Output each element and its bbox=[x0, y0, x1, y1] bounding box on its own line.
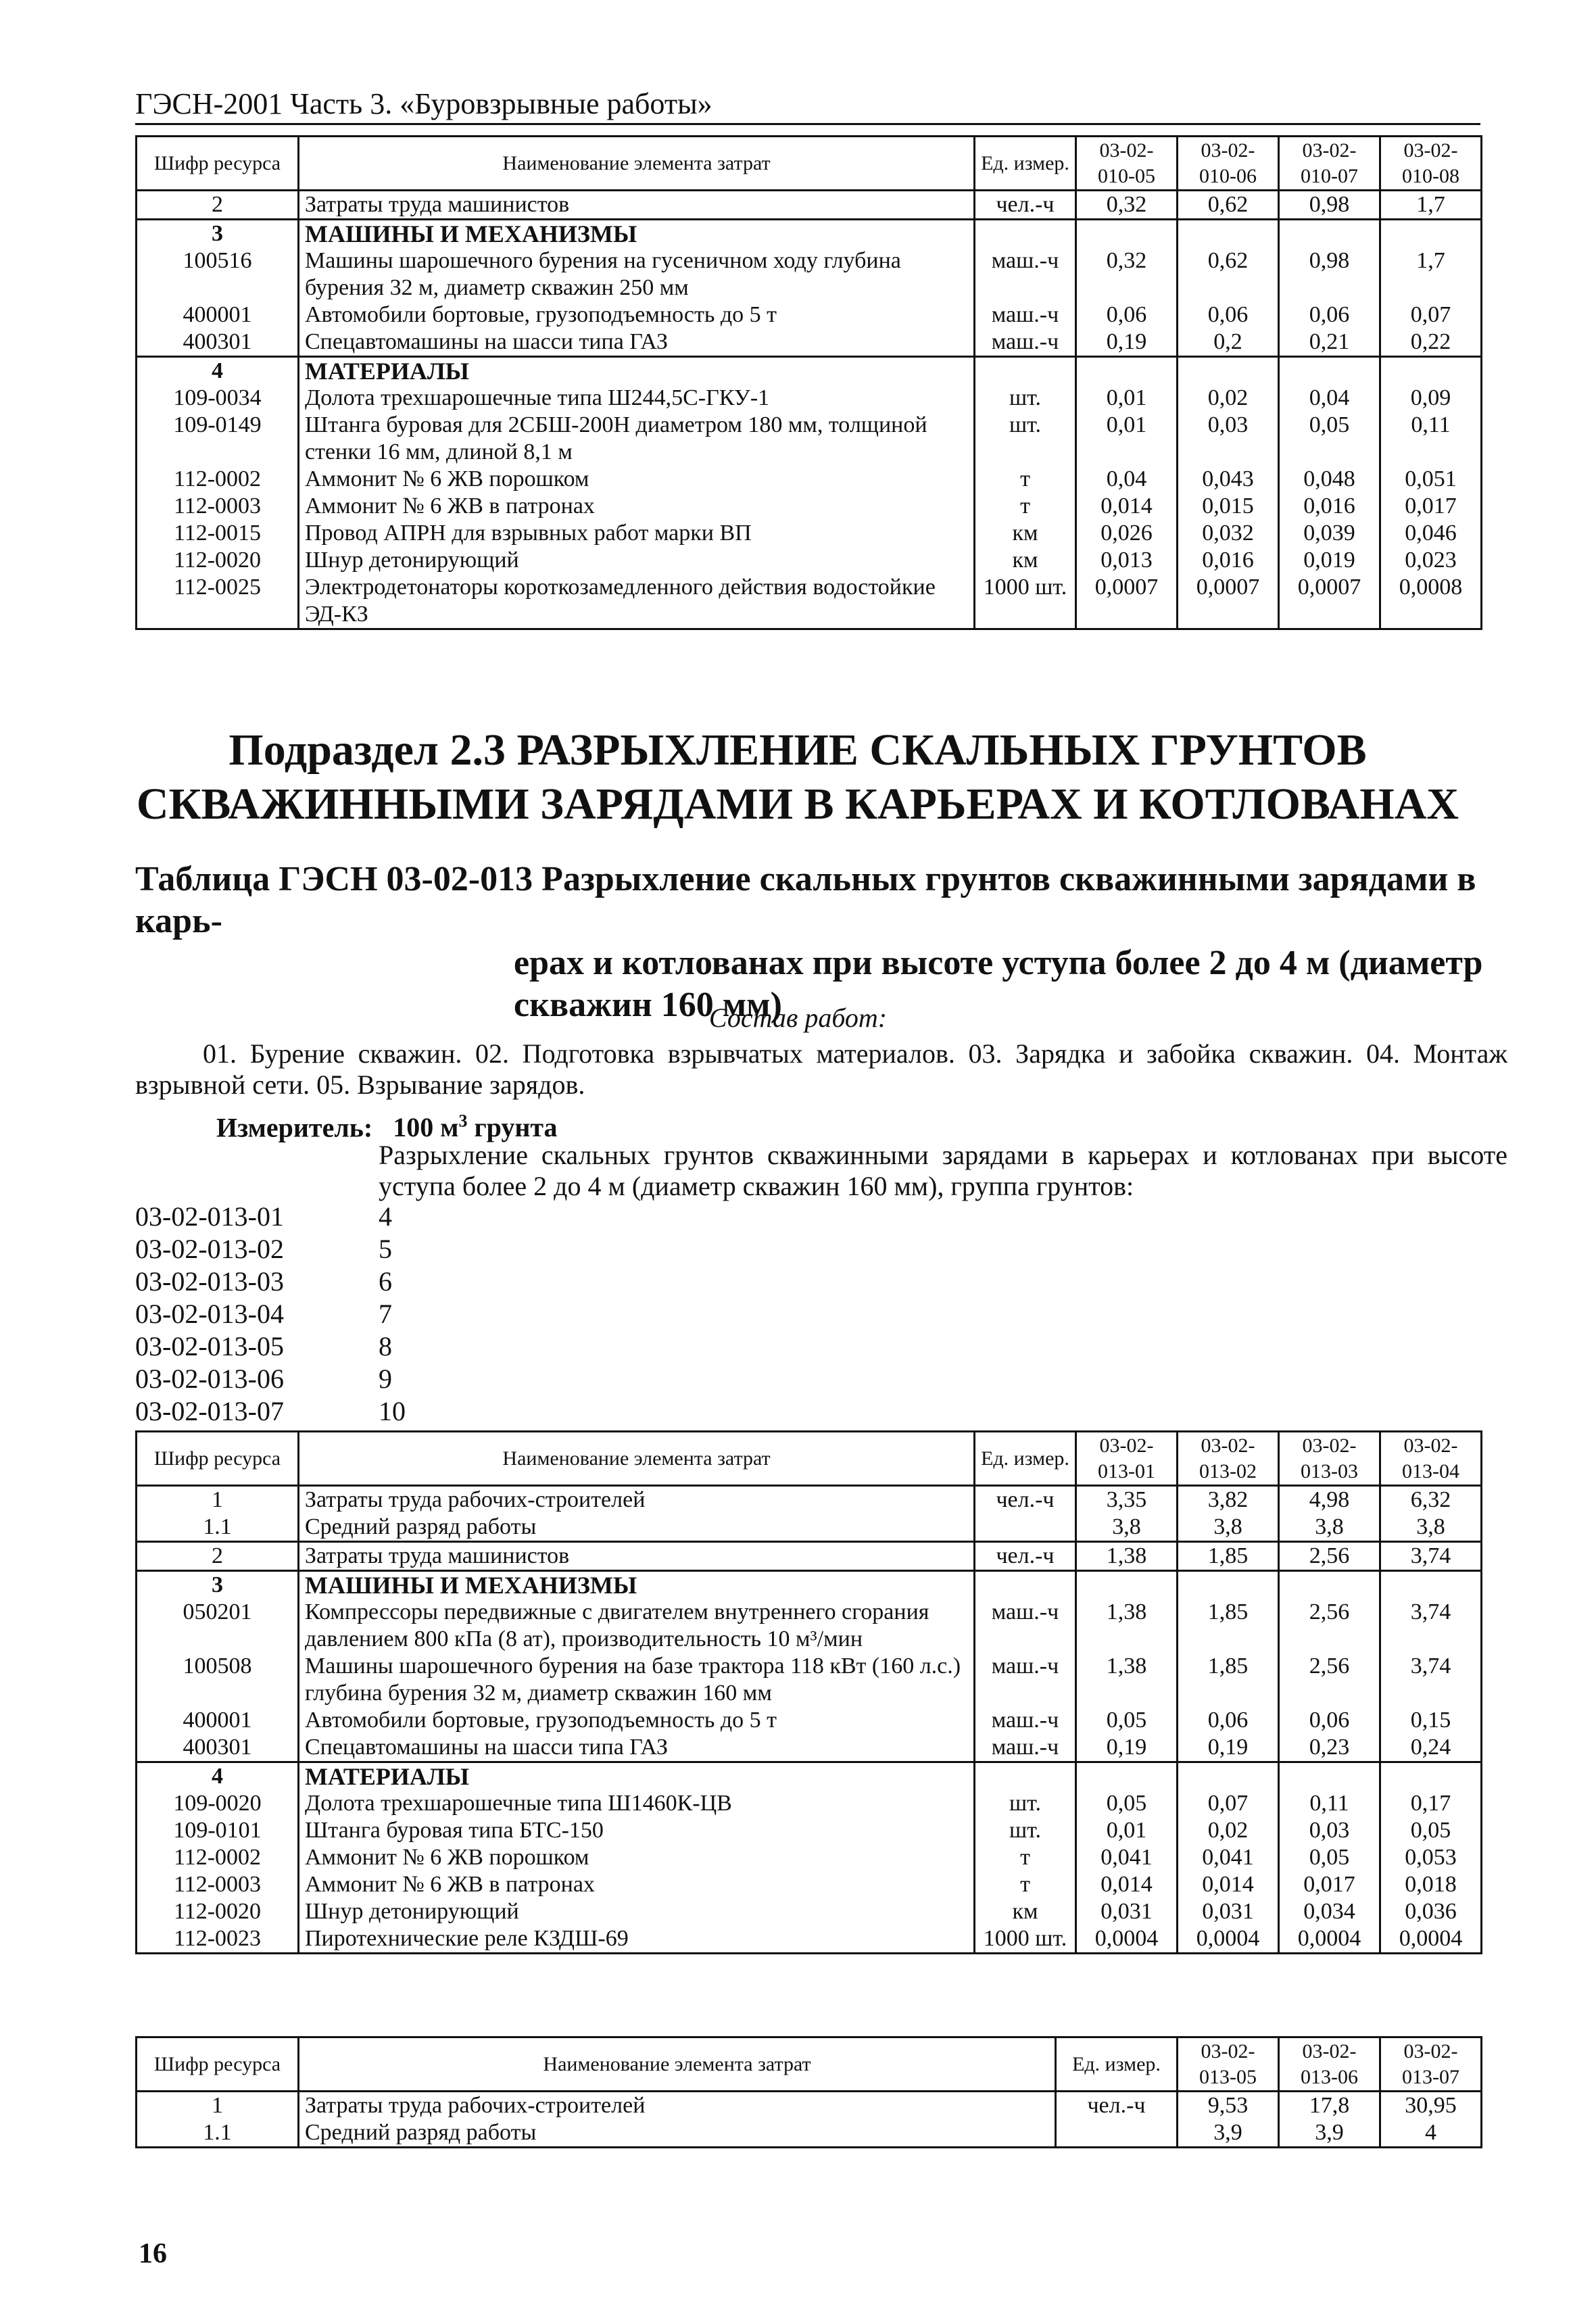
resource-name: Спецавтомашины на шасси типа ГАЗ bbox=[299, 329, 975, 357]
norm-value: 0,046 bbox=[1380, 520, 1482, 547]
resource-code: 109-0034 bbox=[137, 385, 299, 412]
resource-name: МАШИНЫ И МЕХАНИЗМЫ bbox=[299, 1571, 975, 1599]
resource-code: 112-0002 bbox=[137, 466, 299, 493]
resource-name: Средний разряд работы bbox=[299, 1514, 975, 1542]
col-header-code: Шифр ресурса bbox=[137, 2037, 299, 2092]
resource-name: Затраты труда машинистов bbox=[299, 1542, 975, 1571]
norm-value: 17,8 bbox=[1279, 2092, 1380, 2120]
resource-name: Аммонит № 6 ЖВ в патронах bbox=[299, 493, 975, 520]
table-row bbox=[137, 1542, 1482, 1571]
norm-value: 0,03 bbox=[1279, 1817, 1380, 1844]
norm-value: 0,017 bbox=[1279, 1871, 1380, 1898]
resource-name: Провод АПРН для взрывных работ марки ВП bbox=[299, 520, 975, 547]
table-row bbox=[137, 1898, 1482, 1925]
subsection-title: Подраздел 2.3 РАЗРЫХЛЕНИЕ СКАЛЬНЫХ ГРУНТОВ СКВАЖИННЫМИ ЗАРЯДАМИ В КАРЬЕРАХ И КОТЛОВАНАХ bbox=[136, 725, 1459, 829]
norm-value: 0,06 bbox=[1178, 301, 1279, 329]
resource-name: Шнур детонирующий bbox=[299, 1898, 975, 1925]
resource-code: 4 bbox=[137, 1762, 299, 1791]
norm-value bbox=[1380, 357, 1482, 385]
table-row bbox=[137, 466, 1482, 493]
norm-value: 2,56 bbox=[1279, 1599, 1380, 1653]
resource-code: 1.1 bbox=[137, 2119, 299, 2148]
norm-value: 3,8 bbox=[1178, 1514, 1279, 1542]
norm-value: 1,85 bbox=[1178, 1542, 1279, 1571]
norm-value: 0,013 bbox=[1076, 547, 1178, 574]
list-item: 03-02-013-04 7 bbox=[135, 1299, 392, 1329]
norm-value: 0,015 bbox=[1178, 493, 1279, 520]
col-header-name: Наименование элемента затрат bbox=[299, 137, 975, 191]
composition-label: Состав работ: bbox=[708, 1003, 888, 1033]
norm-value: 0,62 bbox=[1178, 191, 1279, 220]
resource-unit: т bbox=[975, 1871, 1076, 1898]
norm-value: 0,0007 bbox=[1178, 574, 1279, 629]
norm-value: 0,32 bbox=[1076, 247, 1178, 301]
norm-value: 0,05 bbox=[1076, 1790, 1178, 1817]
norm-value: 0,06 bbox=[1279, 1707, 1380, 1734]
norm-value: 0,19 bbox=[1178, 1734, 1279, 1762]
norm-value bbox=[1178, 220, 1279, 248]
resource-unit bbox=[1056, 2119, 1178, 2148]
section-row bbox=[137, 220, 1482, 248]
col-header-norm: 03-02-010-08 bbox=[1380, 137, 1482, 191]
resource-unit bbox=[975, 1514, 1076, 1542]
measure-unit: Измеритель: 100 $м^3$ грунта bbox=[216, 1111, 558, 1143]
norm-value: 1,38 bbox=[1076, 1542, 1178, 1571]
norm-value bbox=[1076, 220, 1178, 248]
list-item: 03-02-013-01 4 bbox=[135, 1201, 392, 1232]
table-row bbox=[137, 520, 1482, 547]
norm-value: 0,018 bbox=[1380, 1871, 1482, 1898]
table-row bbox=[137, 1734, 1482, 1762]
resource-unit: шт. bbox=[975, 385, 1076, 412]
norm-value: 0,0004 bbox=[1178, 1925, 1279, 1954]
norm-value: 3,74 bbox=[1380, 1653, 1482, 1707]
resource-code: 112-0025 bbox=[137, 574, 299, 629]
norm-value: 0,041 bbox=[1076, 1844, 1178, 1871]
col-header-norm: 03-02-010-05 bbox=[1076, 137, 1178, 191]
resource-unit bbox=[975, 1762, 1076, 1791]
resource-code: 112-0015 bbox=[137, 520, 299, 547]
running-header: ГЭСН-2001 Часть 3. «Буровзрывные работы» bbox=[135, 87, 712, 120]
resource-code: 4 bbox=[137, 357, 299, 385]
norm-value: 0,0007 bbox=[1076, 574, 1178, 629]
resource-name: МАТЕРИАЛЫ bbox=[299, 1762, 975, 1791]
resource-code: 112-0003 bbox=[137, 493, 299, 520]
norm-value: 0,039 bbox=[1279, 520, 1380, 547]
norm-value bbox=[1380, 1762, 1482, 1791]
norm-value: 0,053 bbox=[1380, 1844, 1482, 1871]
norm-value: 0,0004 bbox=[1279, 1925, 1380, 1954]
col-header-norm: 03-02-013-05 bbox=[1178, 2037, 1279, 2092]
norm-value bbox=[1178, 357, 1279, 385]
norm-value: 3,74 bbox=[1380, 1599, 1482, 1653]
norm-value: 0,026 bbox=[1076, 520, 1178, 547]
norm-value: 0,98 bbox=[1279, 191, 1380, 220]
norm-value: 0,031 bbox=[1178, 1898, 1279, 1925]
norm-value: 0,034 bbox=[1279, 1898, 1380, 1925]
resource-code: 1.1 bbox=[137, 1514, 299, 1542]
norm-value: 0,32 bbox=[1076, 191, 1178, 220]
norm-value: 0,06 bbox=[1178, 1707, 1279, 1734]
table-row bbox=[137, 301, 1482, 329]
resource-unit: маш.-ч bbox=[975, 1653, 1076, 1707]
resource-name: Затраты труда рабочих-строителей bbox=[299, 1486, 975, 1514]
norm-value: 3,8 bbox=[1279, 1514, 1380, 1542]
norm-value: 0,05 bbox=[1380, 1817, 1482, 1844]
resource-name: Машины шарошечного бурения на базе трактора 118 кВт (160 л.с.) глубина бурения 32 м, диаметр скважин 160 мм bbox=[299, 1653, 975, 1707]
norm-value: 0,01 bbox=[1076, 385, 1178, 412]
list-item: 03-02-013-06 9 bbox=[135, 1364, 392, 1394]
norm-value: 1,38 bbox=[1076, 1599, 1178, 1653]
resource-name: Затраты труда машинистов bbox=[299, 191, 975, 220]
table-row bbox=[137, 329, 1482, 357]
norm-value: 0,11 bbox=[1380, 412, 1482, 466]
table-row bbox=[137, 1486, 1482, 1514]
norm-value: 0,041 bbox=[1178, 1844, 1279, 1871]
norm-value: 0,04 bbox=[1279, 385, 1380, 412]
resource-table-013-a bbox=[135, 1430, 1482, 1954]
resource-code: 109-0101 bbox=[137, 1817, 299, 1844]
norm-value: 0,2 bbox=[1178, 329, 1279, 357]
norm-list bbox=[135, 1201, 406, 1428]
norm-value: 1,85 bbox=[1178, 1653, 1279, 1707]
norm-value: 0,01 bbox=[1076, 412, 1178, 466]
norm-value: 0,016 bbox=[1279, 493, 1380, 520]
resource-unit: маш.-ч bbox=[975, 301, 1076, 329]
table-row bbox=[137, 1844, 1482, 1871]
group-description: Разрыхление скальных грунтов скважинными зарядами в карьерах и котлованах при высоте уступа более 2 до 4 м (диаметр скважин 160 мм), группа грунтов: bbox=[379, 1140, 1507, 1201]
resource-name: Электродетонаторы короткозамедленного действия водостойкие ЭД-КЗ bbox=[299, 574, 975, 629]
norm-value: 3,9 bbox=[1178, 2119, 1279, 2148]
resource-name: Автомобили бортовые, грузоподъемность до 5 т bbox=[299, 1707, 975, 1734]
resource-name: Шнур детонирующий bbox=[299, 547, 975, 574]
norm-value: 1,85 bbox=[1178, 1599, 1279, 1653]
norm-value: 4,98 bbox=[1279, 1486, 1380, 1514]
norm-value: 0,0007 bbox=[1279, 574, 1380, 629]
norm-value bbox=[1178, 1571, 1279, 1599]
table-row bbox=[137, 1653, 1482, 1707]
table-row bbox=[137, 1871, 1482, 1898]
col-header-norm: 03-02-010-06 bbox=[1178, 137, 1279, 191]
norm-value: 0,11 bbox=[1279, 1790, 1380, 1817]
norm-value: 0,09 bbox=[1380, 385, 1482, 412]
resource-code: 112-0023 bbox=[137, 1925, 299, 1954]
resource-unit: чел.-ч bbox=[975, 191, 1076, 220]
norm-value: 0,036 bbox=[1380, 1898, 1482, 1925]
col-header-code: Шифр ресурса bbox=[137, 1432, 299, 1486]
resource-unit: маш.-ч bbox=[975, 1734, 1076, 1762]
table-row bbox=[137, 1925, 1482, 1954]
norm-value bbox=[1279, 357, 1380, 385]
resource-unit: чел.-ч bbox=[975, 1486, 1076, 1514]
norm-value: 0,048 bbox=[1279, 466, 1380, 493]
header-rule bbox=[135, 123, 1480, 125]
norm-value: 0,02 bbox=[1178, 385, 1279, 412]
norm-value: 0,0004 bbox=[1380, 1925, 1482, 1954]
measure-value: 100 м bbox=[393, 1112, 459, 1143]
resource-unit: маш.-ч bbox=[975, 247, 1076, 301]
resource-code: 112-0003 bbox=[137, 1871, 299, 1898]
norm-value: 0,15 bbox=[1380, 1707, 1482, 1734]
norm-value: 3,9 bbox=[1279, 2119, 1380, 2148]
resource-name: Аммонит № 6 ЖВ порошком bbox=[299, 1844, 975, 1871]
norm-value bbox=[1380, 220, 1482, 248]
resource-code: 050201 bbox=[137, 1599, 299, 1653]
norm-value: 0,04 bbox=[1076, 466, 1178, 493]
list-item: 03-02-013-02 5 bbox=[135, 1234, 392, 1264]
resource-code: 100516 bbox=[137, 247, 299, 301]
resource-name: Аммонит № 6 ЖВ в патронах bbox=[299, 1871, 975, 1898]
norm-value: 0,05 bbox=[1279, 412, 1380, 466]
resource-table-013-b bbox=[135, 2036, 1482, 2148]
resource-unit: маш.-ч bbox=[975, 329, 1076, 357]
list-item: 03-02-013-07 10 bbox=[135, 1396, 406, 1426]
section-row bbox=[137, 1571, 1482, 1599]
col-header-unit: Ед. измер. bbox=[975, 137, 1076, 191]
page-number: 16 bbox=[139, 2238, 167, 2269]
resource-name: МАТЕРИАЛЫ bbox=[299, 357, 975, 385]
norm-value bbox=[1279, 1571, 1380, 1599]
col-header-norm: 03-02-013-01 bbox=[1076, 1432, 1178, 1486]
norm-value bbox=[1076, 1762, 1178, 1791]
resource-code: 109-0020 bbox=[137, 1790, 299, 1817]
col-header-norm: 03-02-013-07 bbox=[1380, 2037, 1482, 2092]
table-row bbox=[137, 547, 1482, 574]
norm-value: 3,8 bbox=[1076, 1514, 1178, 1542]
norm-value: 0,23 bbox=[1279, 1734, 1380, 1762]
resource-name: Штанга буровая типа БТС-150 bbox=[299, 1817, 975, 1844]
norm-value: 4 bbox=[1380, 2119, 1482, 2148]
resource-name: Спецавтомашины на шасси типа ГАЗ bbox=[299, 1734, 975, 1762]
norm-value bbox=[1279, 1762, 1380, 1791]
resource-unit: шт. bbox=[975, 1790, 1076, 1817]
resource-unit: т bbox=[975, 1844, 1076, 1871]
norm-value: 0,05 bbox=[1279, 1844, 1380, 1871]
norm-value: 0,0004 bbox=[1076, 1925, 1178, 1954]
norm-value: 0,051 bbox=[1380, 466, 1482, 493]
resource-name: Долота трехшарошечные типа Ш244,5С-ГКУ-1 bbox=[299, 385, 975, 412]
resource-unit bbox=[975, 1571, 1076, 1599]
table-row bbox=[137, 412, 1482, 466]
resource-code: 2 bbox=[137, 191, 299, 220]
col-header-norm: 03-02-013-02 bbox=[1178, 1432, 1279, 1486]
norm-value: 3,35 bbox=[1076, 1486, 1178, 1514]
norm-value: 0,98 bbox=[1279, 247, 1380, 301]
table-row bbox=[137, 247, 1482, 301]
norm-value bbox=[1076, 1571, 1178, 1599]
resource-unit: 1000 шт. bbox=[975, 574, 1076, 629]
norm-value: 0,06 bbox=[1279, 301, 1380, 329]
norm-value: 0,19 bbox=[1076, 329, 1178, 357]
resource-name: Автомобили бортовые, грузоподъемность до 5 т bbox=[299, 301, 975, 329]
norm-value: 0,24 bbox=[1380, 1734, 1482, 1762]
norm-value: 0,0008 bbox=[1380, 574, 1482, 629]
norm-value: 0,023 bbox=[1380, 547, 1482, 574]
norm-value: 0,014 bbox=[1076, 493, 1178, 520]
resource-name: Затраты труда рабочих-строителей bbox=[299, 2092, 1056, 2120]
section-row bbox=[137, 357, 1482, 385]
norm-value: 0,22 bbox=[1380, 329, 1482, 357]
col-header-unit: Ед. измер. bbox=[1056, 2037, 1178, 2092]
resource-name: Пиротехнические реле КЗДШ-69 bbox=[299, 1925, 975, 1954]
resource-code: 100508 bbox=[137, 1653, 299, 1707]
resource-unit: маш.-ч bbox=[975, 1599, 1076, 1653]
resource-name: Машины шарошечного бурения на гусеничном ходу глубина бурения 32 м, диаметр скважин 250 мм bbox=[299, 247, 975, 301]
table-title-rest: ерах и котлованах при высоте уступа более 2 до 4 м (диаметр скважин 160 мм) bbox=[514, 944, 1483, 1024]
norm-value bbox=[1076, 357, 1178, 385]
norm-value: 0,014 bbox=[1076, 1871, 1178, 1898]
norm-value: 0,07 bbox=[1380, 301, 1482, 329]
norm-value: 0,017 bbox=[1380, 493, 1482, 520]
norm-value: 1,7 bbox=[1380, 247, 1482, 301]
resource-unit: маш.-ч bbox=[975, 1707, 1076, 1734]
col-header-name: Наименование элемента затрат bbox=[299, 2037, 1056, 2092]
norm-value: 2,56 bbox=[1279, 1653, 1380, 1707]
col-header-norm: 03-02-013-03 bbox=[1279, 1432, 1380, 1486]
resource-unit: т bbox=[975, 466, 1076, 493]
resource-unit: чел.-ч bbox=[975, 1542, 1076, 1571]
norm-value: 0,19 bbox=[1076, 1734, 1178, 1762]
table-title bbox=[135, 859, 1494, 1026]
resource-code: 400301 bbox=[137, 329, 299, 357]
resource-code: 112-0020 bbox=[137, 1898, 299, 1925]
table-row bbox=[137, 2092, 1482, 2120]
resource-name: Штанга буровая для 2СБШ-200Н диаметром 180 мм, толщиной стенки 16 мм, длиной 8,1 м bbox=[299, 412, 975, 466]
table-row bbox=[137, 2119, 1482, 2148]
table-title-lead: Таблица ГЭСН 03-02-013 Разрыхление скальных грунтов скважинными зарядами в карь- bbox=[135, 860, 1476, 940]
table-row bbox=[137, 574, 1482, 629]
norm-value: 0,043 bbox=[1178, 466, 1279, 493]
norm-value: 0,05 bbox=[1076, 1707, 1178, 1734]
resource-code: 400301 bbox=[137, 1734, 299, 1762]
norm-value: 0,031 bbox=[1076, 1898, 1178, 1925]
resource-code: 400001 bbox=[137, 1707, 299, 1734]
resource-code: 400001 bbox=[137, 301, 299, 329]
resource-table-010 bbox=[135, 135, 1482, 630]
norm-value: 30,95 bbox=[1380, 2092, 1482, 2120]
norm-value: 0,019 bbox=[1279, 547, 1380, 574]
table-row bbox=[137, 1707, 1482, 1734]
norm-value: 0,014 bbox=[1178, 1871, 1279, 1898]
table-row bbox=[137, 493, 1482, 520]
resource-unit: шт. bbox=[975, 412, 1076, 466]
col-header-code: Шифр ресурса bbox=[137, 137, 299, 191]
norm-value bbox=[1178, 1762, 1279, 1791]
norm-value: 0,03 bbox=[1178, 412, 1279, 466]
resource-unit: 1000 шт. bbox=[975, 1925, 1076, 1954]
norm-value: 3,82 bbox=[1178, 1486, 1279, 1514]
norm-value: 0,62 bbox=[1178, 247, 1279, 301]
col-header-norm: 03-02-010-07 bbox=[1279, 137, 1380, 191]
resource-unit: шт. bbox=[975, 1817, 1076, 1844]
norm-value: 0,17 bbox=[1380, 1790, 1482, 1817]
resource-unit bbox=[975, 220, 1076, 248]
resource-unit: чел.-ч bbox=[1056, 2092, 1178, 2120]
resource-name: Аммонит № 6 ЖВ порошком bbox=[299, 466, 975, 493]
norm-value: 3,74 bbox=[1380, 1542, 1482, 1571]
norm-value: 2,56 bbox=[1279, 1542, 1380, 1571]
resource-code: 112-0002 bbox=[137, 1844, 299, 1871]
resource-unit: км bbox=[975, 1898, 1076, 1925]
resource-code: 3 bbox=[137, 1571, 299, 1599]
resource-unit: т bbox=[975, 493, 1076, 520]
table-row bbox=[137, 1599, 1482, 1653]
resource-name: Средний разряд работы bbox=[299, 2119, 1056, 2148]
table-row bbox=[137, 191, 1482, 220]
norm-value bbox=[1279, 220, 1380, 248]
col-header-name: Наименование элемента затрат bbox=[299, 1432, 975, 1486]
resource-unit: км bbox=[975, 520, 1076, 547]
section-row bbox=[137, 1762, 1482, 1791]
col-header-norm: 03-02-013-04 bbox=[1380, 1432, 1482, 1486]
resource-code: 3 bbox=[137, 220, 299, 248]
resource-name: МАШИНЫ И МЕХАНИЗМЫ bbox=[299, 220, 975, 248]
norm-value: 0,02 bbox=[1178, 1817, 1279, 1844]
resource-name: Долота трехшарошечные типа Ш1460К-ЦВ bbox=[299, 1790, 975, 1817]
norm-value: 9,53 bbox=[1178, 2092, 1279, 2120]
norm-value bbox=[1380, 1571, 1482, 1599]
norm-value: 0,21 bbox=[1279, 329, 1380, 357]
resource-code: 1 bbox=[137, 1486, 299, 1514]
list-item: 03-02-013-05 8 bbox=[135, 1331, 392, 1361]
norm-value: 1,38 bbox=[1076, 1653, 1178, 1707]
table-row bbox=[137, 1790, 1482, 1817]
norm-value: 1,7 bbox=[1380, 191, 1482, 220]
norm-value: 6,32 bbox=[1380, 1486, 1482, 1514]
norm-value: 0,01 bbox=[1076, 1817, 1178, 1844]
resource-code: 109-0149 bbox=[137, 412, 299, 466]
table-row bbox=[137, 385, 1482, 412]
col-header-norm: 03-02-013-06 bbox=[1279, 2037, 1380, 2092]
table-row bbox=[137, 1514, 1482, 1542]
resource-code: 1 bbox=[137, 2092, 299, 2120]
norm-value: 0,06 bbox=[1076, 301, 1178, 329]
table-row bbox=[137, 1817, 1482, 1844]
resource-code: 2 bbox=[137, 1542, 299, 1571]
norm-value: 0,016 bbox=[1178, 547, 1279, 574]
resource-unit: км bbox=[975, 547, 1076, 574]
col-header-unit: Ед. измер. bbox=[975, 1432, 1076, 1486]
resource-code: 112-0020 bbox=[137, 547, 299, 574]
list-item: 03-02-013-03 6 bbox=[135, 1266, 392, 1297]
norm-value: 0,07 bbox=[1178, 1790, 1279, 1817]
norm-value: 3,8 bbox=[1380, 1514, 1482, 1542]
norm-value: 0,032 bbox=[1178, 520, 1279, 547]
measure-label: Измеритель: bbox=[216, 1112, 373, 1143]
resource-name: Компрессоры передвижные с двигателем внутреннего сгорания давлением 800 кПа (8 ат), производительность 10 м³/мин bbox=[299, 1599, 975, 1653]
resource-unit bbox=[975, 357, 1076, 385]
composition-text: 01. Бурение скважин. 02. Подготовка взрывчатых материалов. 03. Зарядка и забойка скважин. 04. Монтаж взрывной сети. 05. Взрывание зарядов. bbox=[135, 1038, 1507, 1100]
